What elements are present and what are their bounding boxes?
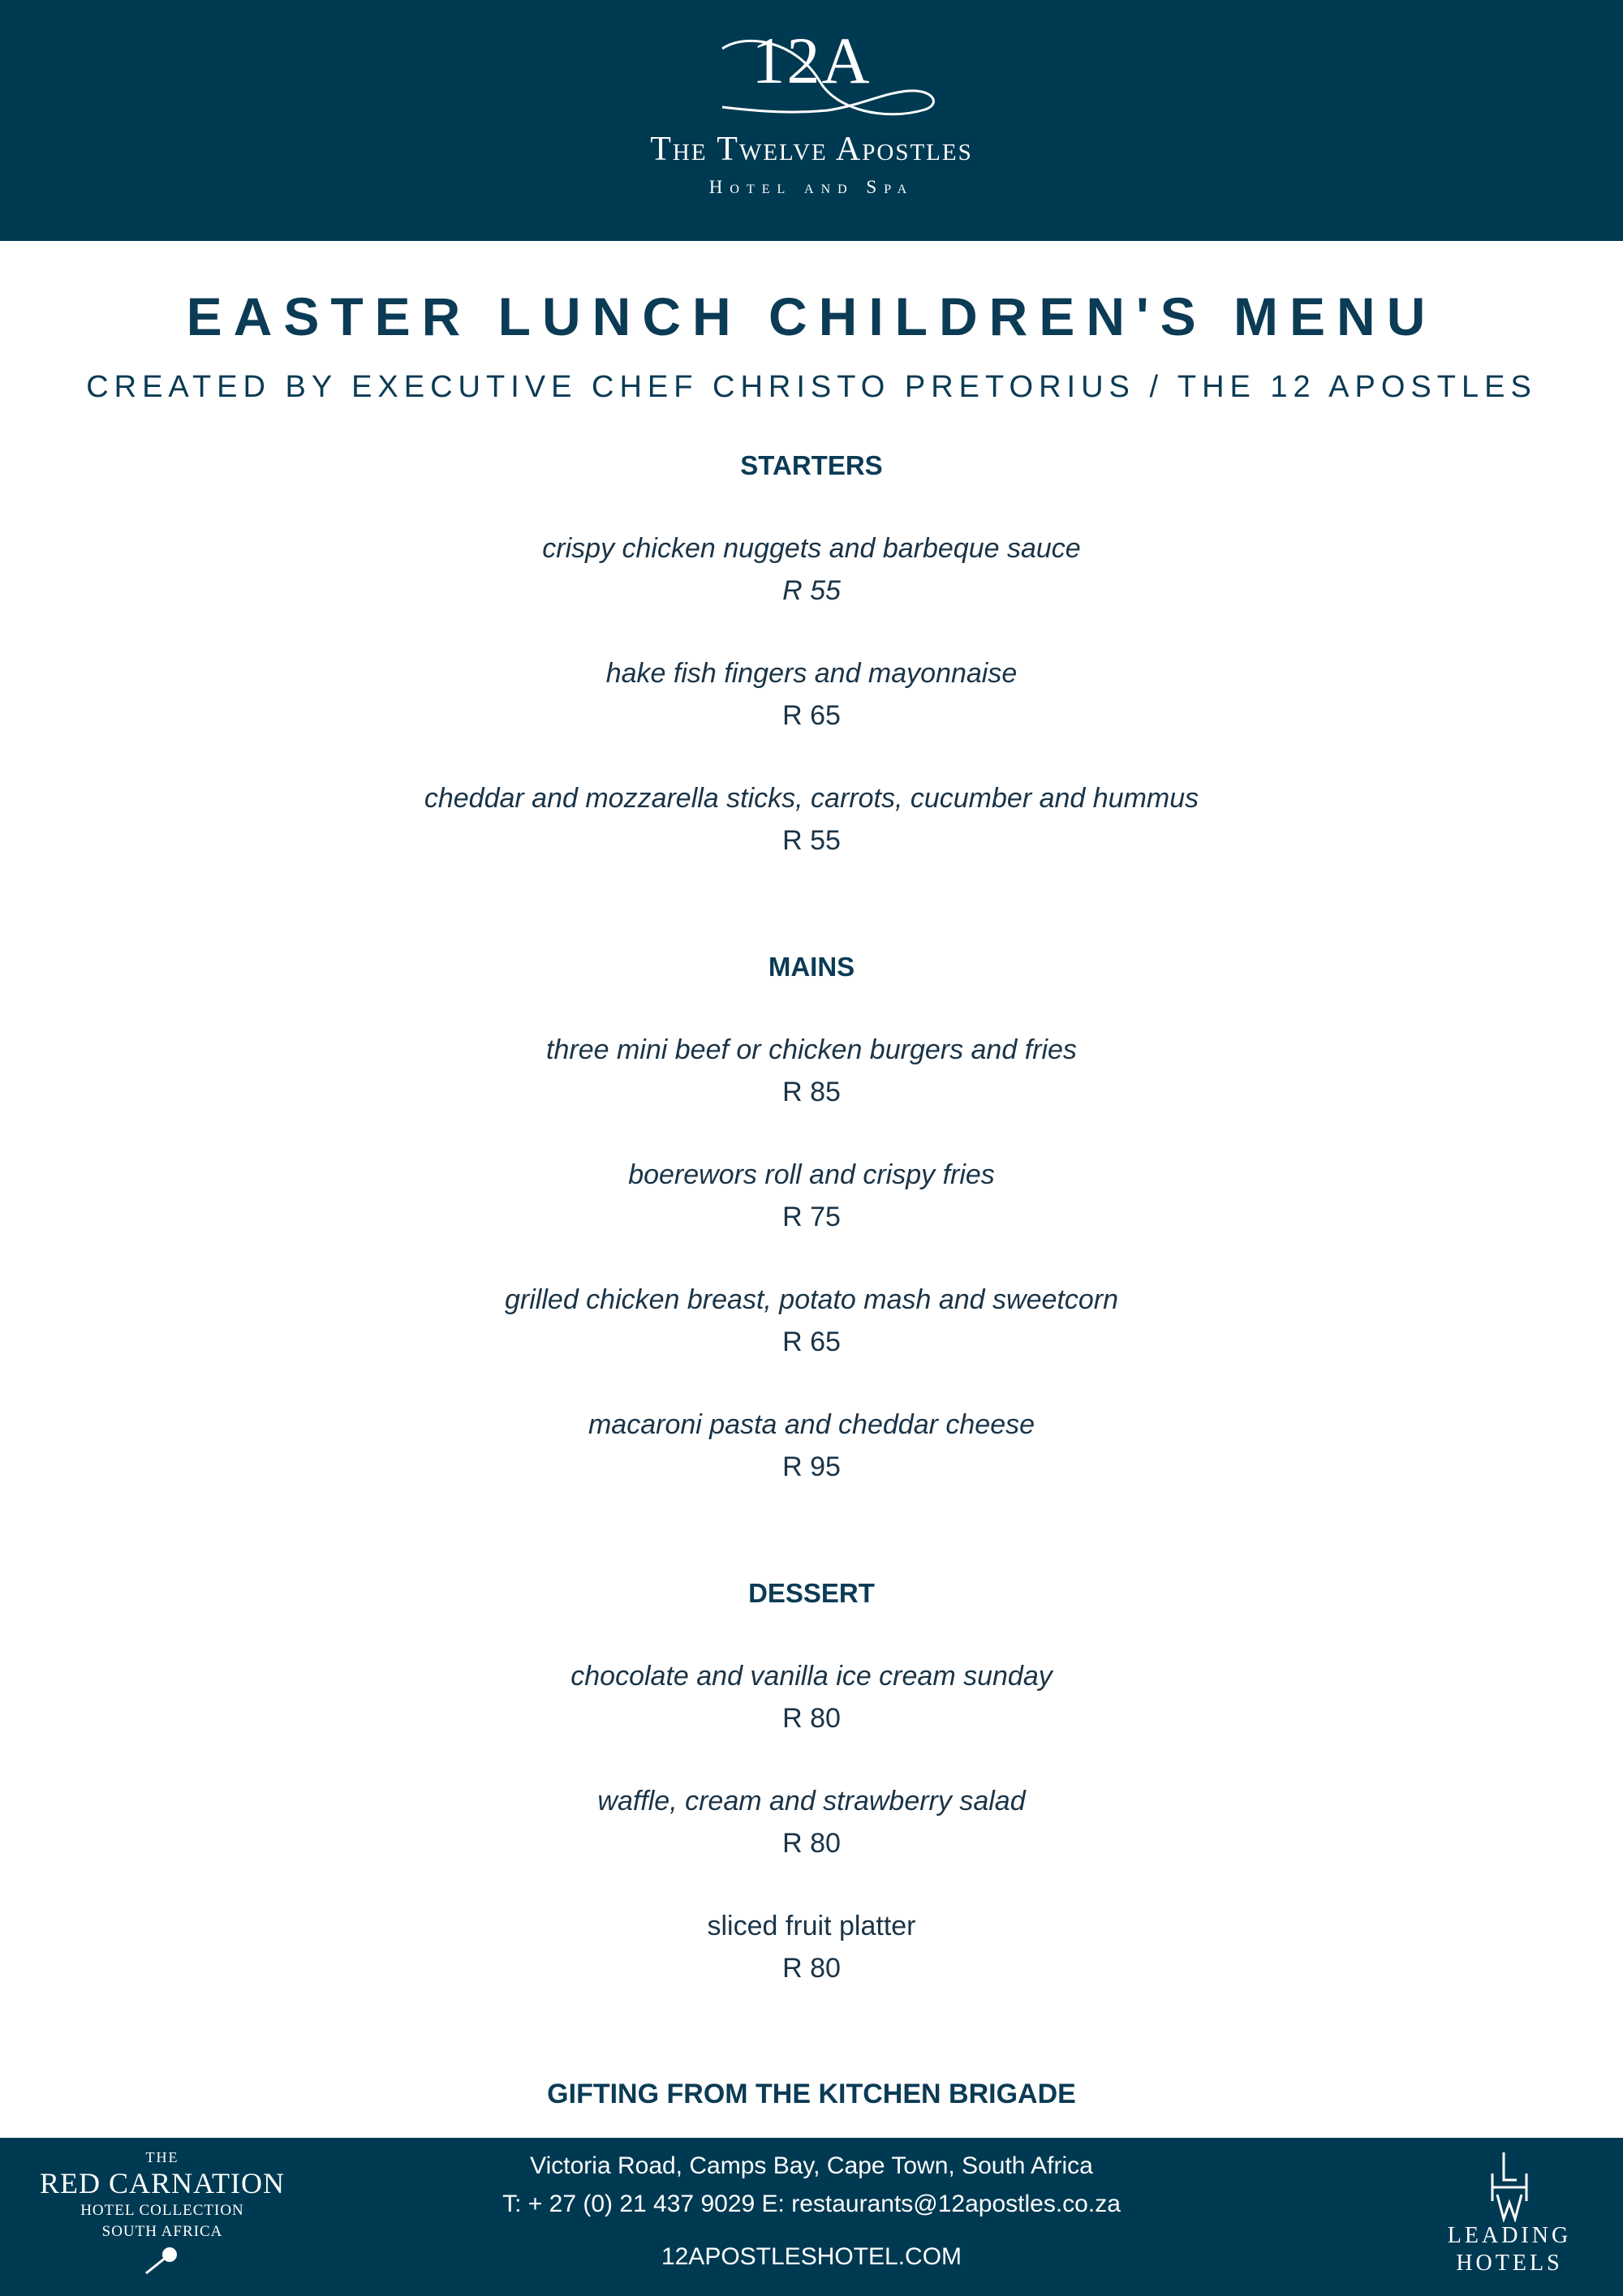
footer-contact: T: + 27 (0) 21 437 9029 E: restaurants@12apostles.co.za: [502, 2191, 1121, 2217]
item-name: sliced fruit platter: [707, 1911, 916, 1941]
item-price: R 80: [782, 1703, 841, 1734]
menu-item: [0, 527, 1623, 612]
rc-logo-line2: SOUTH AFRICA: [101, 2223, 223, 2240]
lh-logo-line2: HOTELS: [1456, 2251, 1563, 2276]
item-price: R 65: [782, 1326, 841, 1357]
hotel-subtitle: Hotel and Spa: [708, 177, 915, 197]
item-price: R 80: [782, 1828, 841, 1859]
menu-item: [0, 1154, 1623, 1238]
menu-item: [0, 777, 1623, 862]
lhw-monogram-icon: [1481, 2149, 1538, 2222]
rc-logo-name: RED CARNATION: [39, 2167, 285, 2199]
item-name: three mini beef or chicken burgers and fries: [546, 1034, 1077, 1065]
item-name: hake fish fingers and mayonnaise: [605, 658, 1018, 689]
item-name: crispy chicken nuggets and barbeque sauce: [542, 533, 1081, 564]
carnation-icon: [142, 2246, 183, 2275]
menu-item: [0, 1655, 1623, 1739]
item-price: R 85: [782, 1077, 841, 1107]
item-price: R 75: [782, 1202, 841, 1232]
menu-item: [0, 652, 1623, 737]
footer-address: Victoria Road, Camps Bay, Cape Town, South Africa: [530, 2152, 1093, 2179]
item-price: R 95: [782, 1451, 841, 1482]
item-price: R 65: [782, 700, 841, 731]
footer-banner: [0, 2138, 1623, 2296]
item-name: macaroni pasta and cheddar cheese: [588, 1409, 1035, 1440]
menu-body: [0, 445, 1623, 2074]
menu-item: [0, 1029, 1623, 1113]
menu-section-mains: [0, 946, 1623, 1488]
lh-logo-line1: LEADING: [1447, 2223, 1572, 2248]
section-title: STARTERS: [740, 450, 883, 480]
item-price: R 55: [782, 825, 841, 856]
menu-item: [0, 1780, 1623, 1864]
item-name: boerewors roll and crispy fries: [628, 1159, 995, 1190]
item-name: cheddar and mozzarella sticks, carrots, cucumber and hummus: [424, 783, 1199, 814]
menu-section-dessert: [0, 1572, 1623, 1989]
menu-section-starters: [0, 445, 1623, 862]
item-price: R 80: [782, 1953, 841, 1984]
section-title: MAINS: [768, 952, 855, 982]
menu-item: [0, 1279, 1623, 1363]
leading-hotels-logo: [1420, 2149, 1599, 2277]
red-carnation-logo: [24, 2149, 300, 2275]
menu-item: [0, 1404, 1623, 1488]
footer-website-link[interactable]: 12APOSTLESHOTEL.COM: [661, 2243, 962, 2270]
menu-item: [0, 1905, 1623, 1989]
gifting-heading: GIFTING FROM THE KITCHEN BRIGADE: [547, 2079, 1076, 2109]
item-name: chocolate and vanilla ice cream sunday: [570, 1661, 1053, 1692]
item-name: grilled chicken breast, potato mash and sweetcorn: [505, 1284, 1118, 1315]
rc-logo-line1: HOTEL COLLECTION: [80, 2202, 244, 2219]
section-title: DESSERT: [748, 1578, 875, 1608]
logo-mark: 12A: [751, 24, 872, 97]
hotel-name: The Twelve Apostles: [650, 131, 973, 168]
rc-logo-the: THE: [145, 2149, 179, 2165]
item-price: R 55: [782, 575, 841, 606]
page-title: EASTER LUNCH CHILDREN'S MENU: [186, 286, 1437, 346]
header-banner: [0, 0, 1623, 241]
item-name: waffle, cream and strawberry salad: [597, 1786, 1026, 1817]
page-subtitle: CREATED BY EXECUTIVE CHEF CHRISTO PRETORIUS / THE 12 APOSTLES: [86, 370, 1537, 404]
